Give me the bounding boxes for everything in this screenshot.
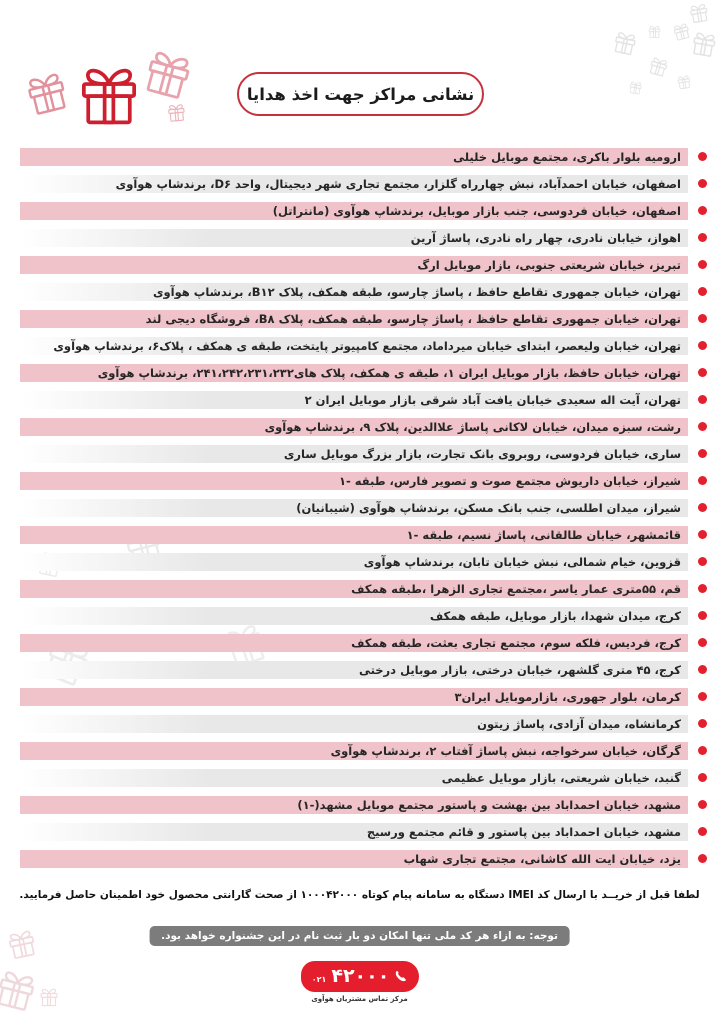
gift-icon — [610, 28, 641, 59]
gift-icon — [686, 0, 711, 25]
address-text: کرج، ۴۵ متری گلشهر، خیابان درختی، بازار موبایل درختی — [358, 662, 681, 677]
address-stripe — [20, 607, 688, 625]
address-row — [20, 440, 707, 467]
address-stripe — [20, 688, 688, 706]
gift-icon — [670, 20, 693, 43]
address-text: تهران، خیابان حافظ، بازار موبایل ایران ۱، طبقه ی همکف، پلاک های۲۴۱،۲۴۲،۲۳۱،۲۳۲، برندشاپ هوآوی — [97, 365, 681, 380]
address-row — [20, 305, 707, 332]
address-text: کرمانشاه، میدان آزادی، پاساژ زیتون — [477, 716, 681, 731]
address-text: اهواز، خیابان نادری، چهار راه نادری، پاساژ آرین — [410, 230, 681, 245]
address-text: مشهد، خیابان احمداباد بین بهشت و پاستور مجتمع موبایل مشهد(-۱) — [297, 797, 681, 812]
address-row — [20, 278, 707, 305]
address-row — [20, 386, 707, 413]
address-text: تهران، آیت اله سعیدی خیابان یافت آباد شرقی بازار موبایل ایران ۲ — [304, 392, 681, 407]
address-text: قزوین، خیام شمالی، نبش خیابان تابان، برندشاپ هوآوی — [363, 554, 681, 569]
bullet-dot-icon — [698, 476, 707, 485]
address-text: تهران، خیابان جمهوری تقاطع حافظ ، پاساژ چارسو، طبقه همکف، پلاک B۸، فروشگاه دیجی لند — [145, 311, 681, 326]
address-stripe — [20, 202, 688, 220]
bullet-dot-icon — [698, 854, 707, 863]
address-row — [20, 467, 707, 494]
address-stripe — [20, 418, 688, 436]
bullet-dot-icon — [698, 179, 707, 188]
gift-icon — [647, 24, 662, 39]
address-stripe — [20, 850, 688, 868]
page-title: نشانی مراکز جهت اخذ هدایا — [246, 84, 475, 104]
imei-warranty-note: لطفا قبل از خریــد با ارسال کد IMEI دستگاه به سامانه پیام کوتاه ۱۰۰۰۴۲۰۰۰ از صحت گارانتی محصول خود اطمینان حاصل فرمایید. — [19, 889, 700, 901]
bullet-dot-icon — [698, 773, 707, 782]
address-stripe — [20, 445, 688, 463]
bullet-dot-icon — [698, 287, 707, 296]
bullet-dot-icon — [698, 800, 707, 809]
address-text: کرج، فردیس، فلکه سوم، مجتمع تجاری بعثت، طبقه همکف — [351, 635, 681, 650]
gift-icon — [136, 42, 200, 106]
bullet-dot-icon — [698, 665, 707, 674]
address-stripe — [20, 472, 688, 490]
gift-icon — [19, 65, 75, 121]
gift-icon — [74, 60, 144, 130]
address-stripe — [20, 580, 688, 598]
address-row — [20, 548, 707, 575]
call-center-label: مرکز تماس مشتریان هوآوی — [311, 995, 408, 1003]
address-text: یزد، خیابان ایت الله کاشانی، مجتمع تجاری شهاب — [403, 851, 681, 866]
address-row — [20, 683, 707, 710]
gift-icon — [165, 101, 188, 124]
address-stripe — [20, 364, 688, 382]
address-text: قم، ۵۵متری عمار یاسر ،مجتمع تجاری الزهرا ،طبقه همکف — [351, 581, 681, 596]
address-row — [20, 521, 707, 548]
address-row — [20, 602, 707, 629]
bullet-dot-icon — [698, 260, 707, 269]
address-text: تبریز، خیابان شریعتی جنوبی، بازار موبایل ارگ — [417, 257, 681, 272]
address-row — [20, 818, 707, 845]
address-text: کرج، میدان شهدا، بازار موبایل، طبقه همکف — [429, 608, 681, 623]
phone-icon — [394, 970, 407, 983]
bullet-dot-icon — [698, 422, 707, 431]
address-stripe — [20, 742, 688, 760]
call-center-pill — [301, 961, 419, 992]
address-text: مشهد، خیابان احمداباد بین پاستور و قائم مجتمع ورسیج — [366, 824, 681, 839]
address-stripe — [20, 499, 688, 517]
address-row — [20, 575, 707, 602]
bullet-dot-icon — [698, 584, 707, 593]
address-stripe — [20, 634, 688, 652]
address-row — [20, 224, 707, 251]
bullet-dot-icon — [698, 206, 707, 215]
bullet-dot-icon — [698, 827, 707, 836]
bullet-dot-icon — [698, 557, 707, 566]
address-row — [20, 710, 707, 737]
bullet-dot-icon — [698, 746, 707, 755]
address-row — [20, 737, 707, 764]
address-row — [20, 143, 707, 170]
address-stripe — [20, 823, 688, 841]
address-text: شیراز، میدان اطلسی، جنب بانک مسکن، برندشاپ هوآوی (شیبانیان) — [296, 500, 681, 515]
gift-icon — [675, 73, 693, 91]
address-stripe — [20, 391, 688, 409]
bullet-dot-icon — [698, 449, 707, 458]
address-row — [20, 494, 707, 521]
address-row — [20, 359, 707, 386]
address-text: رشت، سبزه میدان، خیابان لاکانی پاساژ علاالدین، پلاک ۹، برندشاپ هوآوی — [264, 419, 681, 434]
call-center-number: ۴۲۰۰۰ — [331, 965, 390, 987]
bullet-dot-icon — [698, 395, 707, 404]
address-stripe — [20, 256, 688, 274]
address-stripe — [20, 661, 688, 679]
address-list — [20, 143, 707, 872]
address-row — [20, 845, 707, 872]
address-stripe — [20, 175, 688, 193]
bullet-dot-icon — [698, 503, 707, 512]
address-text: تهران، خیابان جمهوری تقاطع حافظ ، پاساژ چارسو، طبقه همکف، پلاک B۱۲، برندشاپ هوآوی — [152, 284, 681, 299]
address-row — [20, 332, 707, 359]
bullet-dot-icon — [698, 314, 707, 323]
address-text: ساری، خیابان فردوسی، روبروی بانک تجارت، بازار بزرگ موبایل ساری — [283, 446, 681, 461]
address-row — [20, 764, 707, 791]
address-row — [20, 413, 707, 440]
bullet-dot-icon — [698, 692, 707, 701]
address-row — [20, 170, 707, 197]
bullet-dot-icon — [698, 719, 707, 728]
address-stripe — [20, 283, 688, 301]
gift-icon — [0, 963, 43, 1016]
address-text: اصفهان، خیابان احمدآباد، نبش چهارراه گلزار، مجتمع تجاری شهر دیجیتال، واحد D۶، برندشاپ هوآوی — [115, 176, 681, 191]
address-stripe — [20, 769, 688, 787]
address-text: قائمشهر، خیابان طالقانی، پاساژ نسیم، طبقه -۱ — [406, 527, 681, 542]
bullet-dot-icon — [698, 341, 707, 350]
page-title-pill — [237, 72, 484, 116]
address-text: گرگان، خیابان سرخواجه، نبش پاساژ آفتاب ۲، برندشاپ هوآوی — [330, 743, 681, 758]
address-stripe — [20, 526, 688, 544]
address-row — [20, 656, 707, 683]
address-row — [20, 197, 707, 224]
address-stripe — [20, 553, 688, 571]
bullet-dot-icon — [698, 611, 707, 620]
gift-icon — [38, 986, 60, 1008]
address-text: تهران، خیابان ولیعصر، ابتدای خیابان میرداماد، مجتمع کامپیوتر پایتخت، طبقه ی همکف ، پلاک۶، برندشاپ هوآوی — [53, 338, 681, 353]
call-center-prefix: ۰۲۱ — [311, 974, 327, 984]
address-text: گنبد، خیابان شریعتی، بازار موبایل عظیمی — [441, 770, 681, 785]
address-text: شیراز، خیابان داریوش مجتمع صوت و تصویر فارس، طبقه -۱ — [338, 473, 681, 488]
gift-icon — [688, 28, 719, 60]
address-stripe — [20, 796, 688, 814]
address-stripe — [20, 229, 688, 247]
address-text: ارومیه بلوار باکری، مجتمع موبایل خلیلی — [453, 149, 681, 164]
address-row — [20, 791, 707, 818]
gift-icon — [646, 54, 672, 80]
address-stripe — [20, 337, 688, 355]
address-text: اصفهان، خیابان فردوسی، جنب بازار موبایل، برندشاپ هوآوی (مانتراتل) — [272, 203, 681, 218]
address-stripe — [20, 715, 688, 733]
gift-icon — [627, 79, 644, 96]
address-row — [20, 251, 707, 278]
address-row — [20, 629, 707, 656]
bullet-dot-icon — [698, 152, 707, 161]
bullet-dot-icon — [698, 233, 707, 242]
attention-note-badge: توجه: به ازاء هر کد ملی تنها امکان دو بار ثبت نام در این جشنواره خواهد بود. — [149, 926, 570, 946]
bullet-dot-icon — [698, 530, 707, 539]
gift-icon — [3, 925, 41, 963]
address-stripe — [20, 310, 688, 328]
address-text: کرمان، بلوار جهوری، بازارموبایل ایران۳ — [454, 689, 681, 704]
bullet-dot-icon — [698, 638, 707, 647]
bullet-dot-icon — [698, 368, 707, 377]
address-stripe — [20, 148, 688, 166]
